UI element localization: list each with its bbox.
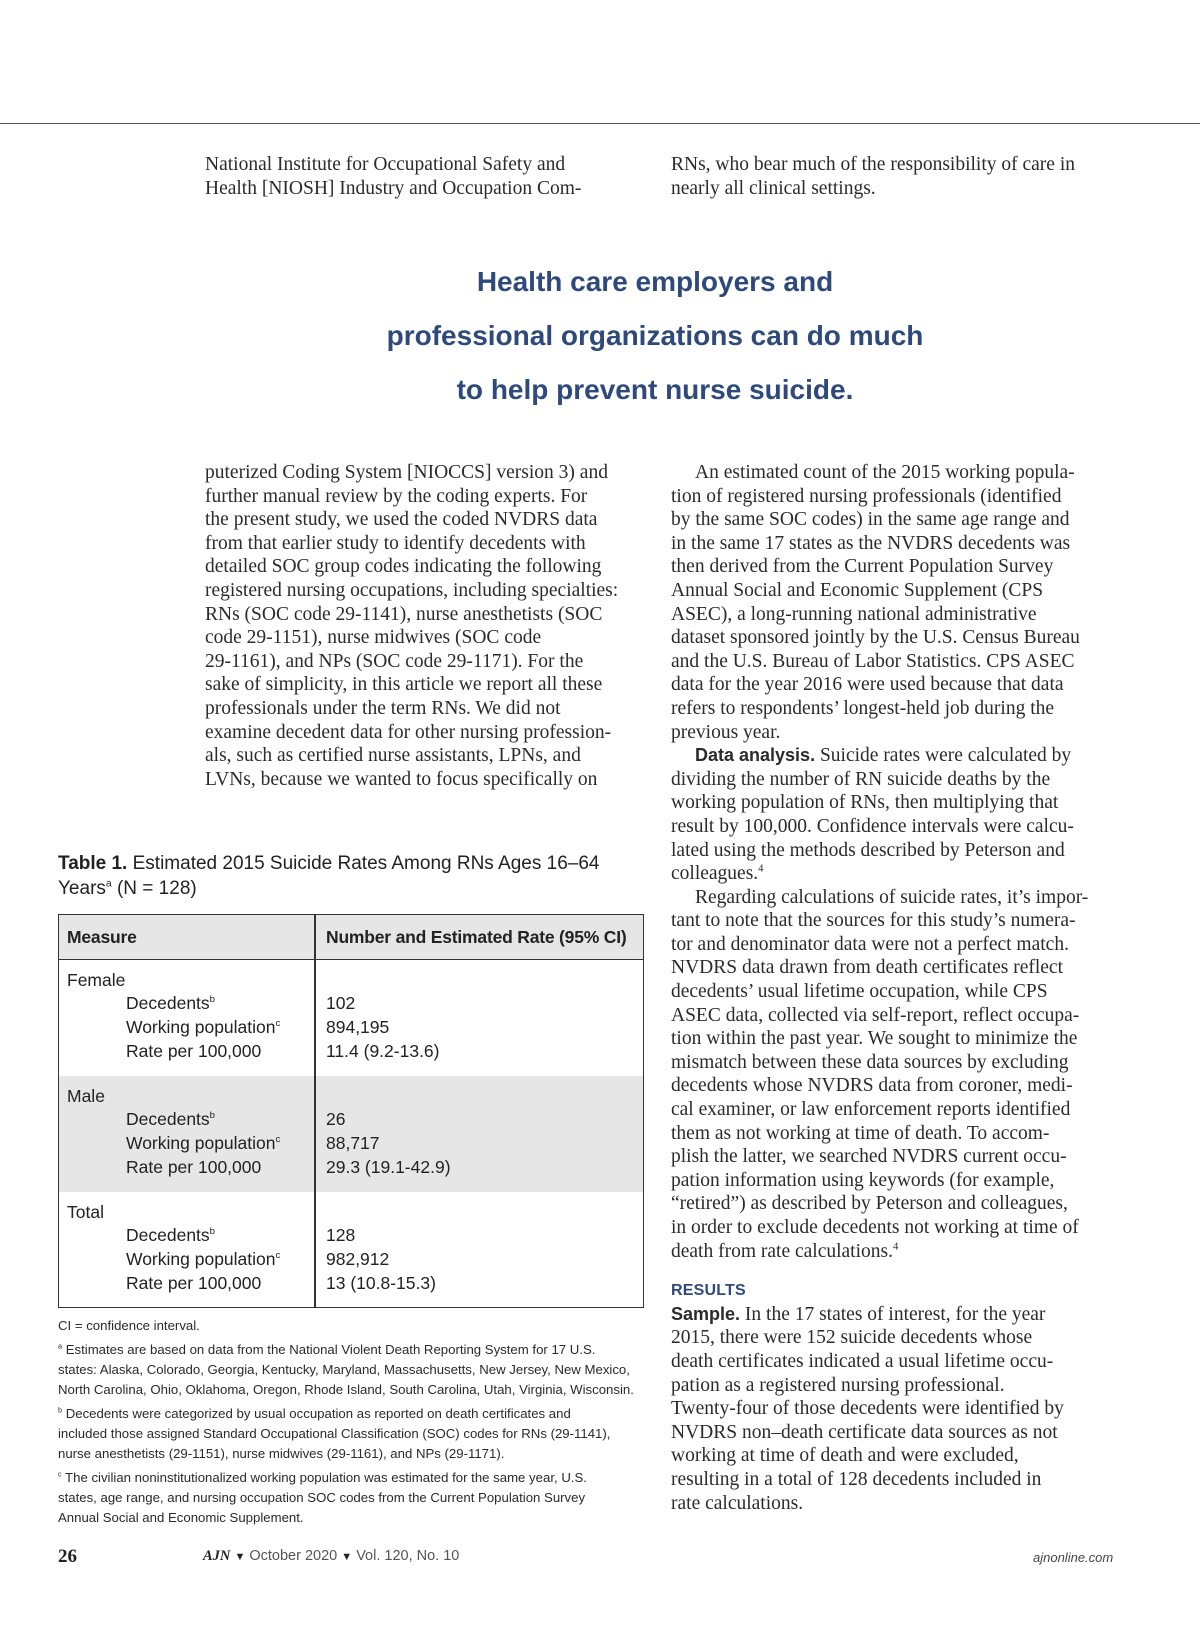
text-line: working at time of death and were excluded, xyxy=(671,1445,1019,1467)
group-label: Male xyxy=(67,1086,105,1106)
footer-citation xyxy=(203,1548,459,1565)
text-line: in the same 17 states as the NVDRS decedents was xyxy=(671,532,1071,554)
text-line: dividing the number of RN suicide deaths by the xyxy=(671,768,1051,790)
text-line: ASEC data, collected via self-report, reflect occupa- xyxy=(671,1004,1080,1026)
text-line: pation as a registered nursing professional. xyxy=(671,1374,1005,1396)
table-cell: 128 xyxy=(326,1225,356,1245)
reference-mark: 4 xyxy=(758,862,764,875)
table-group-total xyxy=(59,1192,643,1308)
text-line: refers to respondents’ longest-held job during the xyxy=(671,697,1055,719)
text-line: “retired”) as described by Peterson and colleagues, xyxy=(671,1193,1068,1215)
table-label: Table 1. xyxy=(58,853,128,874)
table-cell: 102 xyxy=(326,993,356,1013)
text-line: code 29-1151), nurse midwives (SOC code xyxy=(205,627,542,649)
text-line: result by 100,000. Confidence intervals were calcu- xyxy=(671,815,1074,837)
table-cell: 26 xyxy=(326,1109,346,1129)
text-line: cal examiner, or law enforcement reports identified xyxy=(671,1099,1071,1121)
text-line xyxy=(671,1303,1121,1327)
text-line: them as not working at time of death. To accom- xyxy=(671,1122,1050,1144)
table-title-text: Years xyxy=(58,878,106,899)
row-label: Decedents$^b$ xyxy=(126,993,216,1013)
issue-date: October 2020 xyxy=(249,1548,338,1564)
row-label: Working population$^c$ xyxy=(126,1017,281,1037)
row-label: Working population$^c$ xyxy=(126,1249,281,1269)
text-line: data for the year 2016 were used because that data xyxy=(671,674,1064,696)
text-line: sake of simplicity, in this article we report all these xyxy=(205,674,603,696)
journal-website: ajnonline.com xyxy=(1033,1550,1114,1565)
left-body-column xyxy=(205,461,650,791)
text-line: RNs (SOC code 29-1141), nurse anesthetists (SOC xyxy=(205,603,603,625)
sample-heading: Sample. xyxy=(671,1303,741,1324)
text-line: and the U.S. Bureau of Labor Statistics. CPS ASEC xyxy=(671,650,1075,672)
text-line: registered nursing occupations, including specialties: xyxy=(205,579,619,601)
text-line: decedents’ usual lifetime occupation, while CPS xyxy=(671,981,1048,1003)
table-column-divider xyxy=(314,915,316,1307)
text-line xyxy=(671,1240,1121,1264)
text-line: then derived from the Current Population Survey xyxy=(671,556,1054,578)
row-label: Rate per 100,000 xyxy=(126,1157,262,1177)
text-line: from that earlier study to identify decedents with xyxy=(205,532,586,554)
table-cell: 11.4 (9.2-13.6) xyxy=(326,1041,440,1061)
pull-quote-line: professional organizations can do much xyxy=(386,320,924,351)
results-heading: RESULTS xyxy=(671,1282,746,1300)
reference-mark: 4 xyxy=(892,1240,899,1253)
text-line: 29-1161), and NPs (SOC code 29-1171). For the xyxy=(205,650,584,672)
table-cell: 982,912 xyxy=(326,1249,390,1269)
text-line: mismatch between these data sources by excluding xyxy=(671,1051,1069,1073)
text-line xyxy=(671,744,1121,768)
row-label: Rate per 100,000 xyxy=(126,1273,262,1293)
text-line: NVDRS non–death certificate data sources as not xyxy=(671,1421,1058,1443)
text-line: decedents whose NVDRS data from coroner, medi- xyxy=(671,1075,1073,1097)
footnote-ci: CI = confidence interval. xyxy=(58,1318,200,1333)
column-header-measure: Measure xyxy=(67,927,137,947)
text-line: tion of registered nursing professionals (identified xyxy=(671,485,1062,507)
text-line: detailed SOC group codes indicating the following xyxy=(205,556,602,578)
pull-quote-line: to help prevent nurse suicide. xyxy=(456,374,854,405)
table-cell: 88,717 xyxy=(326,1133,380,1153)
row-label: Decedents$^b$ xyxy=(126,1225,216,1245)
text-line: puterized Coding System [NIOCCS] version 3) and xyxy=(205,462,608,483)
text-line: plish the latter, we searched NVDRS current occu- xyxy=(671,1146,1067,1168)
text-run: colleagues. xyxy=(671,863,759,885)
table-cell: 894,195 xyxy=(326,1017,390,1037)
table-cell: 13 (10.8-15.3) xyxy=(326,1273,436,1293)
text-line: Twenty-four of those decedents were identified by xyxy=(671,1398,1064,1420)
text-line: Health [NIOSH] Industry and Occupation Com- xyxy=(205,177,582,199)
top-left-text xyxy=(205,153,635,200)
group-label: Female xyxy=(67,970,126,990)
table-cell: 29.3 (19.1-42.9) xyxy=(326,1157,451,1177)
text-line: working population of RNs, then multiplying that xyxy=(671,792,1059,814)
header-rule xyxy=(0,123,1200,124)
text-line: resulting in a total of 128 decedents included in xyxy=(671,1468,1042,1490)
text-line xyxy=(671,862,1121,886)
text-line: ASEC), a long-running national administrative xyxy=(671,603,1037,625)
group-label: Total xyxy=(67,1202,104,1222)
text-line: further manual review by the coding experts. For xyxy=(205,485,588,507)
top-right-text xyxy=(671,153,1121,200)
text-line: LVNs, because we wanted to focus specifically on xyxy=(205,768,598,790)
text-line: NVDRS data drawn from death certificates reflect xyxy=(671,957,1063,979)
data-analysis-heading: Data analysis. xyxy=(695,745,816,766)
text-line: in order to exclude decedents not working at time of xyxy=(671,1217,1079,1238)
footnote-b: $^b$ Decedents were categorized by usual occupation as reported on death certificates and included those assigned Standard Occupational Classification (SOC) codes for RNs (29-1141), nurse anesthetists (29-1151), nurse midwives (29-1161), and NPs (29-1171). xyxy=(58,1405,611,1461)
table-group-male xyxy=(59,1076,643,1192)
text-line: by the same SOC codes) in the same age range and xyxy=(671,509,1070,531)
table-header-row xyxy=(59,915,643,960)
text-line: als, such as certified nurse assistants, LPNs, and xyxy=(205,745,581,767)
text-line: 2015, there were 152 suicide decedents whose xyxy=(671,1327,1033,1349)
text-line: tion within the past year. We sought to minimize the xyxy=(671,1028,1078,1050)
footnote-c: $^c$ The civilian noninstitutionalized working population was estimated for the same year, U.S. states, age range, and nursing occupation SOC codes from the Current Population Survey Annual Social and Economic Supplement. xyxy=(58,1469,587,1525)
text-line: pation information using keywords (for example, xyxy=(671,1169,1055,1191)
table-title-text: Estimated 2015 Suicide Rates Among RNs Ages 16–64 xyxy=(127,853,600,874)
text-line: professionals under the term RNs. We did not xyxy=(205,697,561,719)
text-line: previous year. xyxy=(671,721,781,743)
footnote-a: $^a$ Estimates are based on data from the National Violent Death Reporting System for 17 U.S. states: Alaska, Colorado, Georgia, Kentucky, Maryland, Massachusetts, New Jersey, New Mexico, North Carolina, Ohio, Oklahoma, Oregon, Rhode Island, South Carolina, Utah, Virginia, Wisconsin. xyxy=(58,1341,634,1397)
text-run: In the 17 states of interest, for the year xyxy=(740,1303,1046,1325)
text-line: National Institute for Occupational Safety and xyxy=(205,154,566,175)
text-line: death certificates indicated a usual lifetime occu- xyxy=(671,1350,1054,1372)
text-run: Suicide rates were calculated by xyxy=(815,745,1072,767)
text-line: tant to note that the sources for this study’s numera- xyxy=(671,910,1076,932)
row-label: Working population$^c$ xyxy=(126,1133,281,1153)
text-line: the present study, we used the coded NVDRS data xyxy=(205,509,598,531)
triangle-separator-icon: ▼ xyxy=(341,1551,353,1563)
text-line: dataset sponsored jointly by the U.S. Census Bureau xyxy=(671,627,1080,649)
column-header-rate: Number and Estimated Rate (95% CI) xyxy=(326,927,627,947)
text-line: examine decedent data for other nursing profession- xyxy=(205,721,612,743)
table-group-female xyxy=(59,960,643,1076)
pull-quote xyxy=(330,255,980,417)
table-footnotes xyxy=(58,1316,644,1530)
data-table xyxy=(58,914,644,1308)
right-body-column xyxy=(671,461,1121,1515)
volume-issue: Vol. 120, No. 10 xyxy=(356,1548,460,1564)
text-line: nearly all clinical settings. xyxy=(671,177,876,199)
text-line: Regarding calculations of suicide rates, it’s impor- xyxy=(695,886,1089,908)
table-title-line xyxy=(58,876,638,901)
text-line: An estimated count of the 2015 working popula- xyxy=(695,462,1075,483)
triangle-separator-icon: ▼ xyxy=(234,1551,246,1563)
row-label: Rate per 100,000 xyxy=(126,1041,262,1061)
text-line: Annual Social and Economic Supplement (CPS xyxy=(671,579,1044,601)
journal-name: AJN xyxy=(203,1548,231,1564)
table-title-line xyxy=(58,851,638,876)
table-title-text: (N = 128) xyxy=(111,878,197,899)
text-line: lated using the methods described by Peterson and xyxy=(671,839,1065,861)
text-line: tor and denominator data were not a perfect match. xyxy=(671,933,1069,955)
text-line: RNs, who bear much of the responsibility of care in xyxy=(671,154,1075,175)
row-label: Decedents$^b$ xyxy=(126,1109,216,1129)
text-run: death from rate calculations. xyxy=(671,1240,893,1262)
pull-quote-line: Health care employers and xyxy=(476,266,834,297)
text-line: rate calculations. xyxy=(671,1492,804,1514)
page-number: 26 xyxy=(58,1546,77,1567)
table-title xyxy=(58,851,638,901)
footnote-mark: a xyxy=(105,878,112,890)
